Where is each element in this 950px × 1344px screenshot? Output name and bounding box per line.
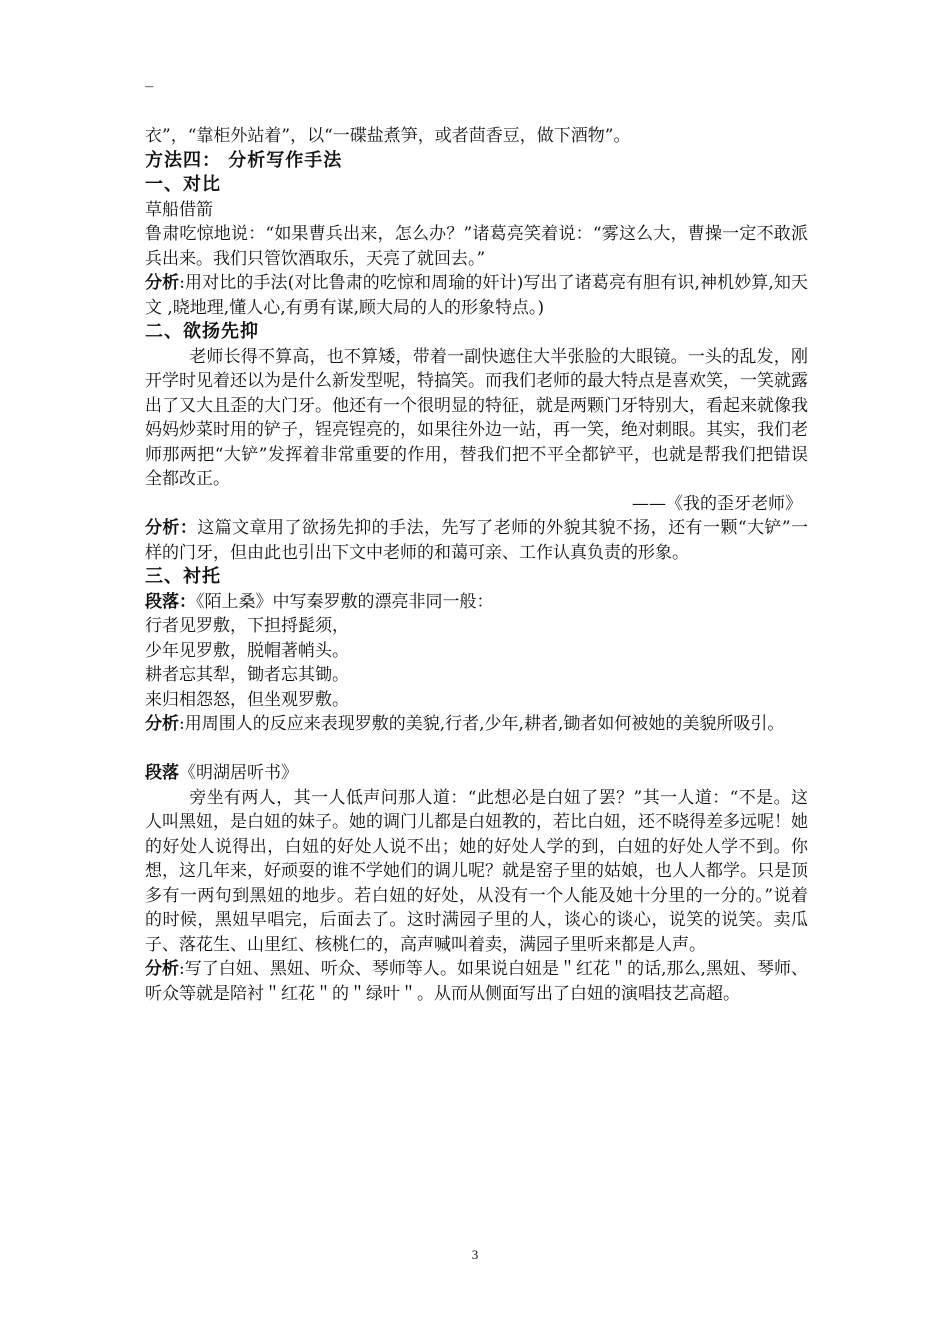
poem-line: 行者见罗敷，下担捋髭须， [145, 616, 349, 636]
document-body [145, 124, 808, 1006]
paragraph-intro [145, 590, 808, 615]
paragraph-title: 《明湖居听书》 [179, 763, 298, 783]
analysis-label: 分析 [145, 959, 180, 979]
analysis-paragraph [145, 271, 808, 320]
blank-line [145, 737, 808, 762]
poem-line: 少年见罗敷，脱帽著帩头。 [145, 640, 349, 661]
excerpt-title: 草船借箭 [145, 199, 213, 220]
analysis-paragraph [145, 957, 808, 1006]
analysis-label: 分析： [145, 518, 198, 538]
paragraph-intro [145, 761, 808, 786]
excerpt-paragraph: 老师长得不算高，也不算矮，带着一副快遮住大半张脸的大眼镜。一头的乱发，刚开学时见着还以为是什么新发型呢，特搞笑。而我们老师的最大特点是喜欢笑，一笑就露出了又大且歪的大门牙。他还有一个很明显的特征，就是两颗门牙特别大，看起来就像我妈妈炒菜时用的铲子，锃亮锃亮的，如果往外边一站，再一笑，绝对刺眼。其实，我们老师那两把“大铲”发挥着非常重要的作用，替我们把不平全都铲平，也就是帮我们把错误全都改正。 [145, 346, 808, 489]
paragraph-label: 段落 [145, 763, 179, 783]
excerpt-quote: 鲁肃吃惊地说：“如果曹兵出来，怎么办？”诸葛亮笑着说：“雾这么大，曹操一定不敢派兵出来。我们只管饮酒取乐，天亮了就回去。” [145, 224, 808, 269]
paragraph-label: 段落： [145, 591, 196, 612]
analysis-label: 分析 [145, 273, 180, 293]
poem-line: 来归相怨怒，但坐观罗敷。 [145, 689, 349, 710]
analysis-paragraph [145, 712, 808, 737]
analysis-label: 分析 [145, 714, 179, 734]
subsection-heading: 一、对比 [145, 174, 221, 195]
paragraph-intro-text: 《陌上桑》中写秦罗敷的漂亮非同一般： [196, 591, 494, 612]
analysis-text: :用周围人的反应来表现罗敷的美貌,行者,少年,耕者,锄者如何被她的美貌所吸引。 [179, 714, 785, 734]
subsection-heading: 二、欲扬先抑 [145, 321, 259, 342]
analysis-text: 这篇文章用了欲扬先抑的手法，先写了老师的外貌其貌不扬，还有一颗“大铲”一样的门牙，但由此也引出下文中老师的和蔼可亲、工作认真负责的形象。 [145, 518, 808, 563]
header-mark: _ [145, 68, 154, 88]
subsection-heading: 三、衬托 [145, 566, 221, 587]
excerpt-paragraph: 旁坐有两人，其一人低声问那人道：“此想必是白妞了罢？”其一人道：“不是。这人叫黑妞，是白妞的妹子。她的调门儿都是白妞教的，若比白妞，还不晓得差多远呢！她的好处人说得出，白妞的好处人说不出；她的好处人学的到，白妞的好处人学不到。你想，这几年来，好顽耍的谁不学她们的调儿呢？就是窑子里的姑娘，也人人都学。只是顶多有一两句到黑妞的地步。若白妞的好处，从没有一个人能及她十分里的一分的。”说着的时候，黑妞早唱完，后面去了。这时满园子里的人，谈心的谈心，说笑的说笑。卖瓜子、落花生、山里红、核桃仁的，高声喊叫着卖，满园子里听来都是人声。 [145, 787, 808, 955]
excerpt-source: ——《我的歪牙老师》 [632, 493, 802, 514]
page-number: 3 [471, 1247, 479, 1262]
poem-line: 耕者忘其犁，锄者忘其锄。 [145, 665, 349, 685]
analysis-text: :用对比的手法(对比鲁肃的吃惊和周瑜的奸计)写出了诸葛亮有胆有识,神机妙算,知天文 ,晓地理,懂人心,有勇有谋,顾大局的人的形象特点。) [145, 273, 809, 318]
text-line: 衣”，“靠柜外站着”，以“一碟盐煮笋，或者茴香豆，做下酒物”。 [145, 126, 631, 146]
analysis-paragraph [145, 516, 808, 565]
analysis-text: :写了白妞、黑妞、听众、琴师等人。如果说白妞是＂红花＂的话,那么,黑妞、琴师、听众等就是陪衬＂红花＂的＂绿叶＂。从而从侧面写出了白妞的演唱技艺高超。 [145, 959, 808, 1004]
section-heading: 方法四： 分析写作手法 [145, 149, 343, 171]
